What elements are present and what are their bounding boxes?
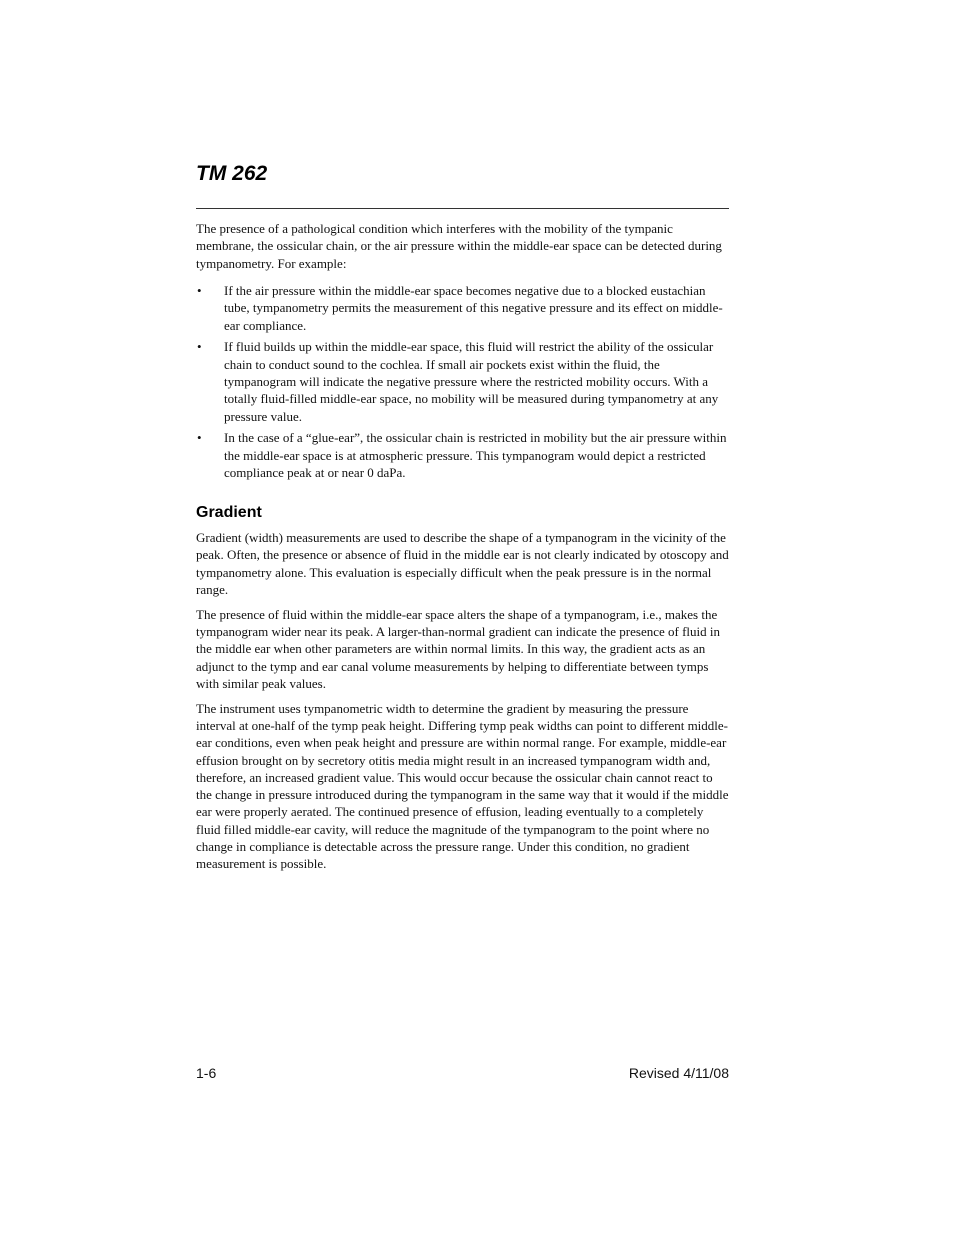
bullet-icon: • (197, 430, 202, 446)
bullet-icon: • (197, 283, 202, 298)
gradient-paragraph: The presence of fluid within the middle-ear space alters the shape of a tympanogram, i.e., makes the tympanogram wider near its peak. A larger-than-normal gradient can indicate the presence of fluid in the middle ear when other parameters are within normal limits. In this way, the gradient acts as an adjunct to the tymp and ear canal volume measurements by helping to differentiate between tymps with similar peak values. (196, 606, 720, 691)
list-item-text: If the air pressure within the middle-ear space becomes negative due to a blocked eustachian tube, tympanometry permits the measurement of this negative pressure and its effect on middle-ear compliance. (224, 283, 723, 333)
gradient-paragraph: Gradient (width) measurements are used to describe the shape of a tympanogram in the vicinity of the peak. Often, the presence or absence of fluid in the middle ear is not clearly indicated by otoscopy and tympanometry alone. This evaluation is especially difficult when the peak pressure is in the normal range. (196, 530, 729, 597)
page-number: 1-6 (196, 1065, 217, 1081)
list-item (196, 338, 729, 424)
bullet-icon: • (197, 339, 202, 355)
title-divider (196, 208, 729, 209)
revision-date: Revised 4/11/08 (628, 1065, 729, 1081)
gradient-section-body (196, 529, 729, 880)
list-item (196, 282, 729, 334)
intro-paragraph: The presence of a pathological condition which interferes with the mobility of the tympanic membrane, the ossicular chain, or the air pressure within the middle-ear space can be detected during tympanometry. For example: (196, 221, 722, 271)
section-heading-gradient: Gradient (196, 504, 262, 521)
list-item (196, 429, 729, 481)
example-list (196, 282, 729, 486)
gradient-paragraph: The instrument uses tympanometric width to determine the gradient by measuring the pressure interval at one-half of the tymp peak height. Differing tymp peak widths can point to different middle-ear conditions, even when peak height and pressure are within normal range. For example, middle-ear effusion brought on by secretory otitis media might result in an increased tympanogram width and, therefore, an increased gradient value. This would occur because the ossicular chain cannot react to the change in pressure introduced during the tympanogram in the same way that it would if the middle ear were properly aerated. The continued presence of effusion, leading eventually to a completely fluid filled middle-ear cavity, will reduce the magnitude of the tympanogram to the point where no change in compliance is detectable across the pressure range. Under this condition, no gradient measurement is possible. (196, 700, 729, 872)
document-title: TM 262 (196, 162, 268, 185)
list-item-text: If fluid builds up within the middle-ear space, this fluid will restrict the ability of the ossicular chain to conduct sound to the cochlea. If small air pockets exist within the fluid, the tympanogram will indicate the negative pressure where the restricted mobility occurs. With a totally fluid-filled middle-ear space, no mobility will be measured during tympanometry at any pressure value. (224, 339, 719, 424)
list-item-text: In the case of a “glue-ear”, the ossicular chain is restricted in mobility but the air pressure within the middle-ear space is at atmospheric pressure. This tympanogram would depict a restricted compliance peak at or near 0 daPa. (224, 430, 727, 480)
